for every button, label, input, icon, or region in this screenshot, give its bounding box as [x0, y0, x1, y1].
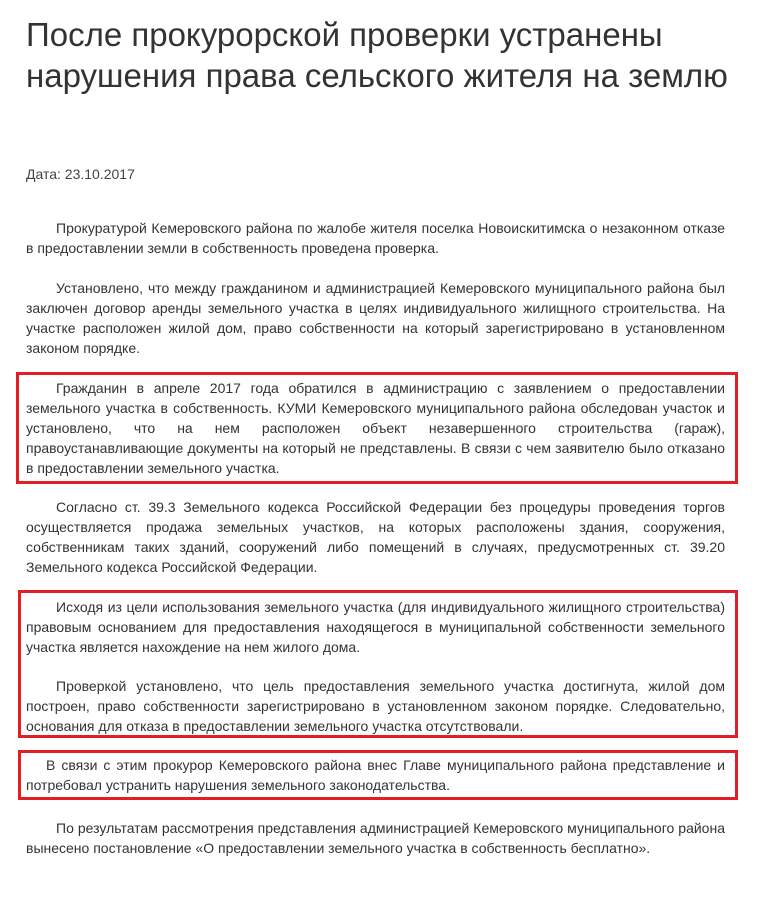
paragraph-5: Исходя из цели использования земельного участка (для индивидуального жилищного строительства) правовым основанием для предоставления находящегося в муниципальной собственности земельного участка является нахождение на нем жилого дома.	[26, 599, 725, 655]
paragraph-3: Гражданин в апреле 2017 года обратился в администрацию с заявлением о предоставлении земельного участка в собственность. КУМИ Кемеровского муниципального района обследован участок и установлено, что на нем расположен объект незавершенного строительства (гараж), правоустанавливающие документы на который не представлены. В связи с чем заявителю было отказано в предоставлении земельного участка.	[26, 380, 725, 476]
article-title: После прокурорской проверки устранены нарушения права сельского жителя на землю	[26, 16, 728, 94]
paragraph-2: Установлено, что между гражданином и администрацией Кемеровского муниципального района был заключен договор аренды земельного участка в целях индивидуального жилищного строительства. На участке расположен жилой дом, право собственности на который зарегистрировано в установленном законом порядке.	[26, 280, 725, 356]
article-date: Дата: 23.10.2017	[26, 166, 135, 182]
paragraph-1: Прокуратурой Кемеровского района по жалобе жителя поселка Новоискитимска о незаконном отказе в предоставлении земли в собственность проведена проверка.	[26, 220, 725, 256]
paragraph-4: Согласно ст. 39.3 Земельного кодекса Российской Федерации без процедуры проведения торгов осуществляется продажа земельных участков, на которых расположены здания, сооружения, собственникам таких зданий, сооружений либо помещений в случаях, предусмотренных ст. 39.20 Земельного кодекса Российской Федерации.	[26, 499, 725, 575]
paragraph-6: Проверкой установлено, что цель предоставления земельного участка достигнута, жилой дом построен, право собственности зарегистрировано в установленном законом порядке. Следовательно, основания для отказа в предоставлении земельного участка отсутствовали.	[26, 678, 725, 734]
paragraph-8: По результатам рассмотрения представления администрацией Кемеровского муниципального района вынесено постановление «О предоставлении земельного участка в собственность бесплатно».	[26, 820, 725, 856]
paragraph-7: В связи с этим прокурор Кемеровского района внес Главе муниципального района представление и потребовал устранить нарушения земельного законодательства.	[26, 757, 725, 793]
